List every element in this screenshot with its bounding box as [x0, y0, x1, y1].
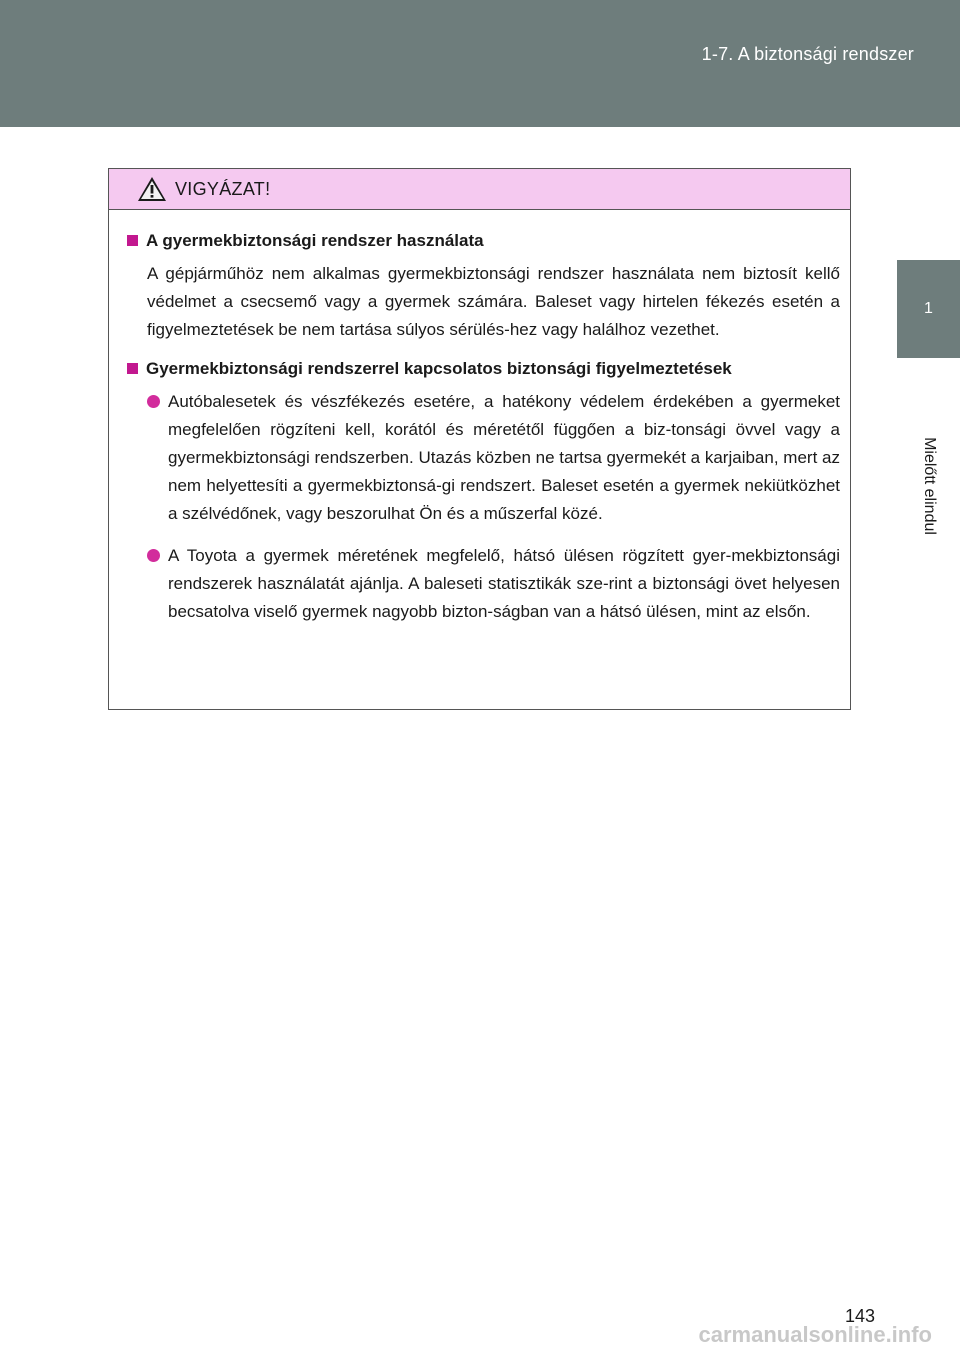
section-heading: [127, 356, 840, 382]
page-number: 143: [844, 1306, 875, 1326]
chapter-tab-label-text: Mielőtt elindul: [920, 437, 938, 535]
section-paragraph: A gépjárműhöz nem alkalmas gyermekbiztonsági rendszer használata nem biztosít kellő védelmet a csecsemő vagy a gyermek számára. Baleset vagy hirtelen fékezés esetén a figyelmeztetések be nem tartása súlyos sérülés-hez vagy halálhoz vezethet.: [147, 264, 840, 339]
list-item: [127, 388, 840, 528]
square-bullet-icon: [127, 363, 138, 374]
heading-text: Gyermekbiztonsági rendszerrel kapcsolatos biztonsági figyelmeztetések: [146, 359, 732, 378]
round-bullet-icon: [147, 549, 160, 562]
warning-box: [108, 168, 851, 710]
warning-content: [109, 210, 850, 626]
warning-header: [109, 169, 850, 210]
section-heading: [127, 228, 840, 254]
chapter-tab-number: 1: [897, 260, 960, 358]
watermark[interactable]: carmanualsonline.info: [698, 1322, 932, 1347]
chapter-tab-label: [897, 360, 960, 612]
warning-triangle-icon: [137, 176, 167, 202]
warning-title: VIGYÁZAT!: [175, 178, 271, 199]
section-title: 1-7. A biztonsági rendszer: [701, 44, 914, 64]
side-strip: [897, 127, 960, 260]
bullet-text: A Toyota a gyermek méretének megfelelő, hátsó ülésen rögzített gyer-mekbiztonsági rendszerek használatát ajánlja. A baleseti statisztikák sze-rint a biztonsági övet helyesen becsatolva viselő gyermek nagyobb bizton-ságban van a hátsó ülésen, mint az elsőn.: [168, 546, 840, 621]
list-item: [127, 542, 840, 626]
header-band: [0, 0, 960, 127]
bullet-text: Autóbalesetek és vészfékezés esetére, a hatékony védelem érdekében a gyermeket megfelelően rögzíteni kell, korától és méretétől függően a biz-tonsági övvel vagy a gyermekbiztonsági rendszerben. Utazás közben ne tartsa gyermekét a karjaiban, mert az nem helyettesíti a gyermekbiztonsá-gi rendszert. Baleset esetén a gyermek nekiütközhet a szélvédőnek, vagy beszorulhat Ön és a műszerfal közé.: [168, 392, 840, 523]
square-bullet-icon: [127, 235, 138, 246]
heading-text: A gyermekbiztonsági rendszer használata: [146, 231, 484, 250]
round-bullet-icon: [147, 395, 160, 408]
